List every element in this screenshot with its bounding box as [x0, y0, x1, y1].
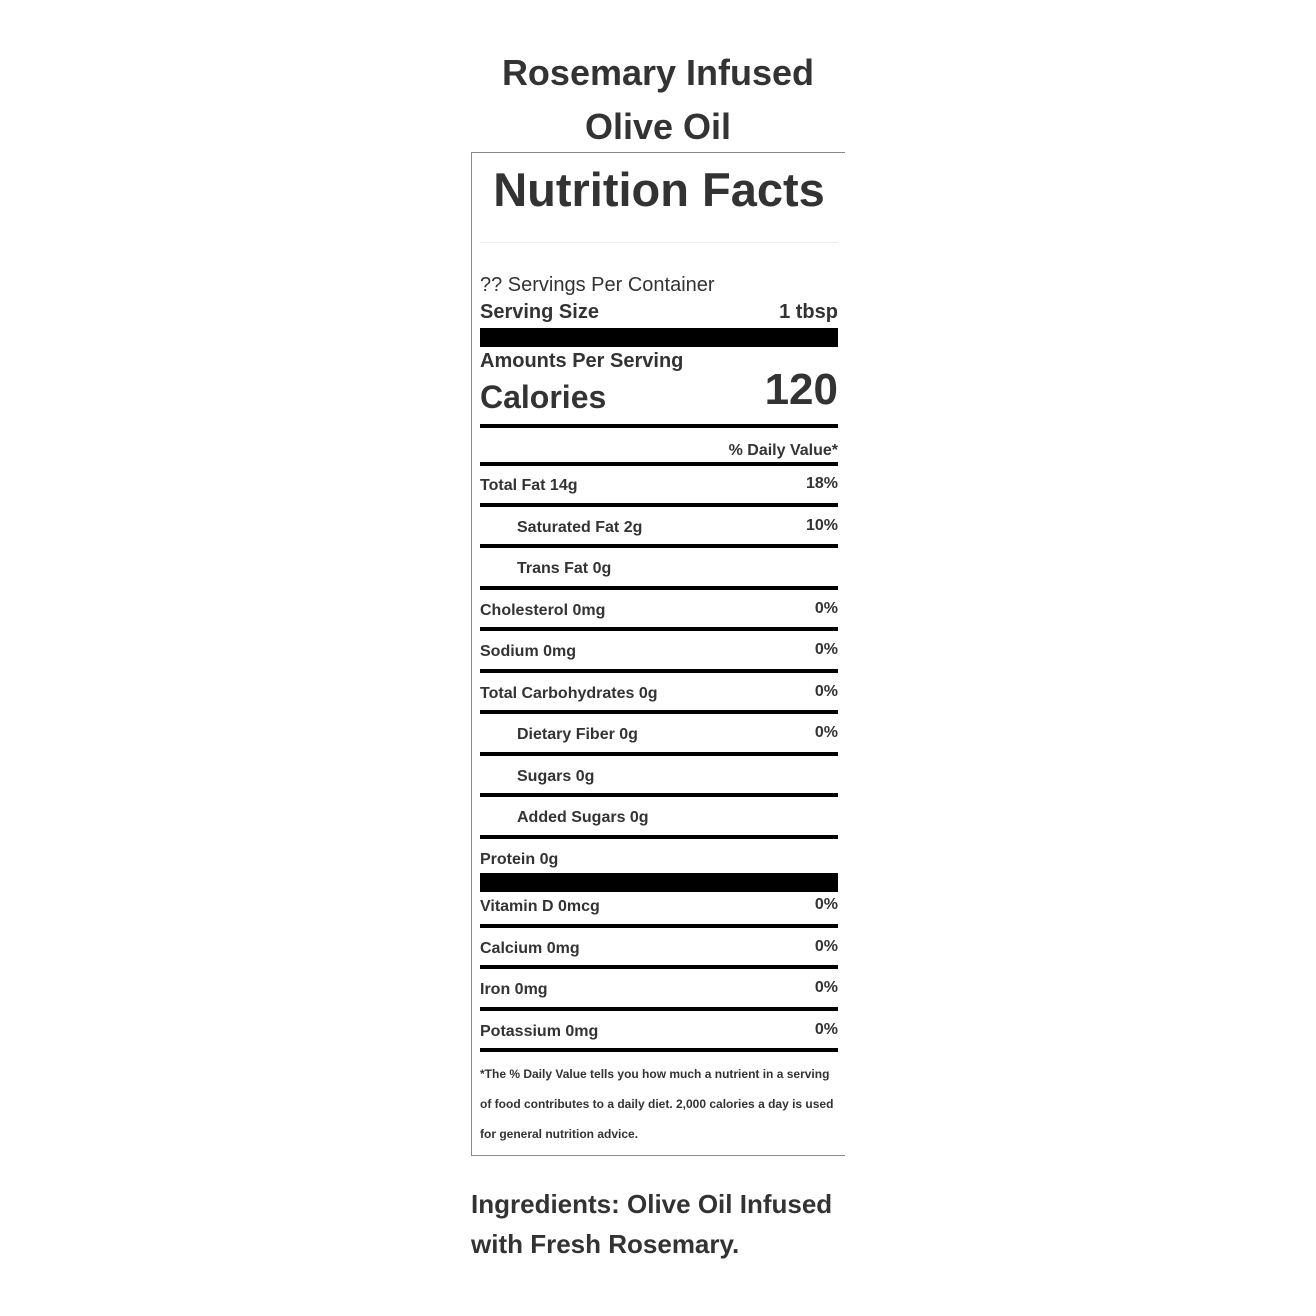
product-title: [471, 46, 845, 154]
nutrient-row-total-fat: [480, 472, 838, 500]
nutrient-name: Cholesterol 0mg: [480, 602, 606, 619]
calories-divider: [480, 424, 838, 428]
nutrient-row-protein: [480, 846, 838, 874]
calories-value: 120: [764, 365, 838, 414]
nutrient-daily-value: 18%: [805, 475, 838, 492]
daily-value-footnote: *The % Daily Value tells you how much a nutrient in a serving of food contributes to a daily diet. 2,000 calories a day is used for general nutrition advice.: [480, 1067, 834, 1141]
vitamin-name: Vitamin D 0mcg: [480, 898, 600, 915]
vitamin-daily-value: 0%: [814, 979, 838, 996]
nutrient-divider: [480, 924, 838, 928]
nutrient-name: Dietary Fiber 0g: [517, 726, 638, 743]
nutrient-divider: [480, 965, 838, 969]
nutrient-divider: [480, 586, 838, 590]
nutrient-divider: [480, 503, 838, 507]
nutrient-name: Sodium 0mg: [480, 643, 577, 660]
serving-size-label: Serving Size: [480, 301, 599, 323]
product-title-line-1: Rosemary Infused: [501, 52, 815, 93]
nutrient-name: Trans Fat 0g: [517, 560, 612, 577]
nutrition-facts-heading: Nutrition Facts: [493, 163, 825, 216]
amounts-per-serving: Amounts Per Serving: [480, 350, 684, 372]
nutrient-divider: [480, 710, 838, 714]
ingredients-statement: Ingredients: Olive Oil Infused with Fresh Rosemary.: [471, 1189, 833, 1259]
calories-row: [480, 365, 838, 417]
title-divider: [480, 242, 838, 243]
nutrient-row-saturated-fat: [480, 514, 838, 542]
nutrition-facts-label: [471, 152, 845, 1156]
calories-label: Calories: [480, 379, 607, 415]
nutrient-daily-value: 0%: [814, 600, 838, 617]
nutrient-name: Protein 0g: [480, 851, 559, 868]
vitamin-daily-value: 0%: [814, 938, 838, 955]
nutrient-divider: [480, 669, 838, 673]
nutrient-row-sodium: [480, 638, 838, 666]
nutrient-row-trans-fat: [480, 555, 838, 583]
thick-divider: [480, 873, 838, 892]
nutrient-name: Added Sugars 0g: [517, 809, 649, 826]
nutrient-divider: [480, 752, 838, 756]
nutrient-row-total-carbohydrates: [480, 680, 838, 708]
vitamin-daily-value: 0%: [814, 896, 838, 913]
vitamin-daily-value: 0%: [814, 1021, 838, 1038]
vitamin-row-potassium: [480, 1018, 838, 1046]
nutrient-row-added-sugars: [480, 804, 838, 832]
vitamin-name: Potassium 0mg: [480, 1023, 599, 1040]
nutrient-divider: [480, 627, 838, 631]
servings-per-container: ?? Servings Per Container: [480, 274, 715, 296]
nutrient-daily-value: 0%: [814, 683, 838, 700]
nutrient-row-cholesterol: [480, 597, 838, 625]
nutrient-divider: [480, 793, 838, 797]
nutrient-name: Sugars 0g: [517, 768, 595, 785]
vitamin-name: Calcium 0mg: [480, 940, 580, 957]
daily-value-header: % Daily Value*: [728, 442, 838, 459]
vitamin-name: Iron 0mg: [480, 981, 548, 998]
nutrient-name: Saturated Fat 2g: [517, 519, 643, 536]
serving-size-row: [480, 300, 838, 324]
product-title-line-2: Olive Oil: [584, 106, 732, 147]
nutrient-divider: [480, 544, 838, 548]
nutrient-divider: [480, 1007, 838, 1011]
nutrient-daily-value: 0%: [814, 724, 838, 741]
nutrient-daily-value: 0%: [814, 641, 838, 658]
nutrient-row-dietary-fiber: [480, 721, 838, 749]
nutrient-row-sugars: [480, 763, 838, 791]
nutrient-divider: [480, 835, 838, 839]
nutrient-name: Total Fat 14g: [480, 477, 578, 494]
thick-divider: [480, 328, 838, 347]
serving-size-value: 1 tbsp: [779, 301, 838, 323]
nutrient-daily-value: 10%: [805, 517, 838, 534]
nutrient-divider: [480, 462, 838, 466]
vitamin-row-iron: [480, 976, 838, 1004]
nutrient-name: Total Carbohydrates 0g: [480, 685, 658, 702]
vitamin-row-calcium: [480, 935, 838, 963]
vitamin-row-vitamin-d: [480, 893, 838, 921]
nutrient-divider: [480, 1048, 838, 1052]
